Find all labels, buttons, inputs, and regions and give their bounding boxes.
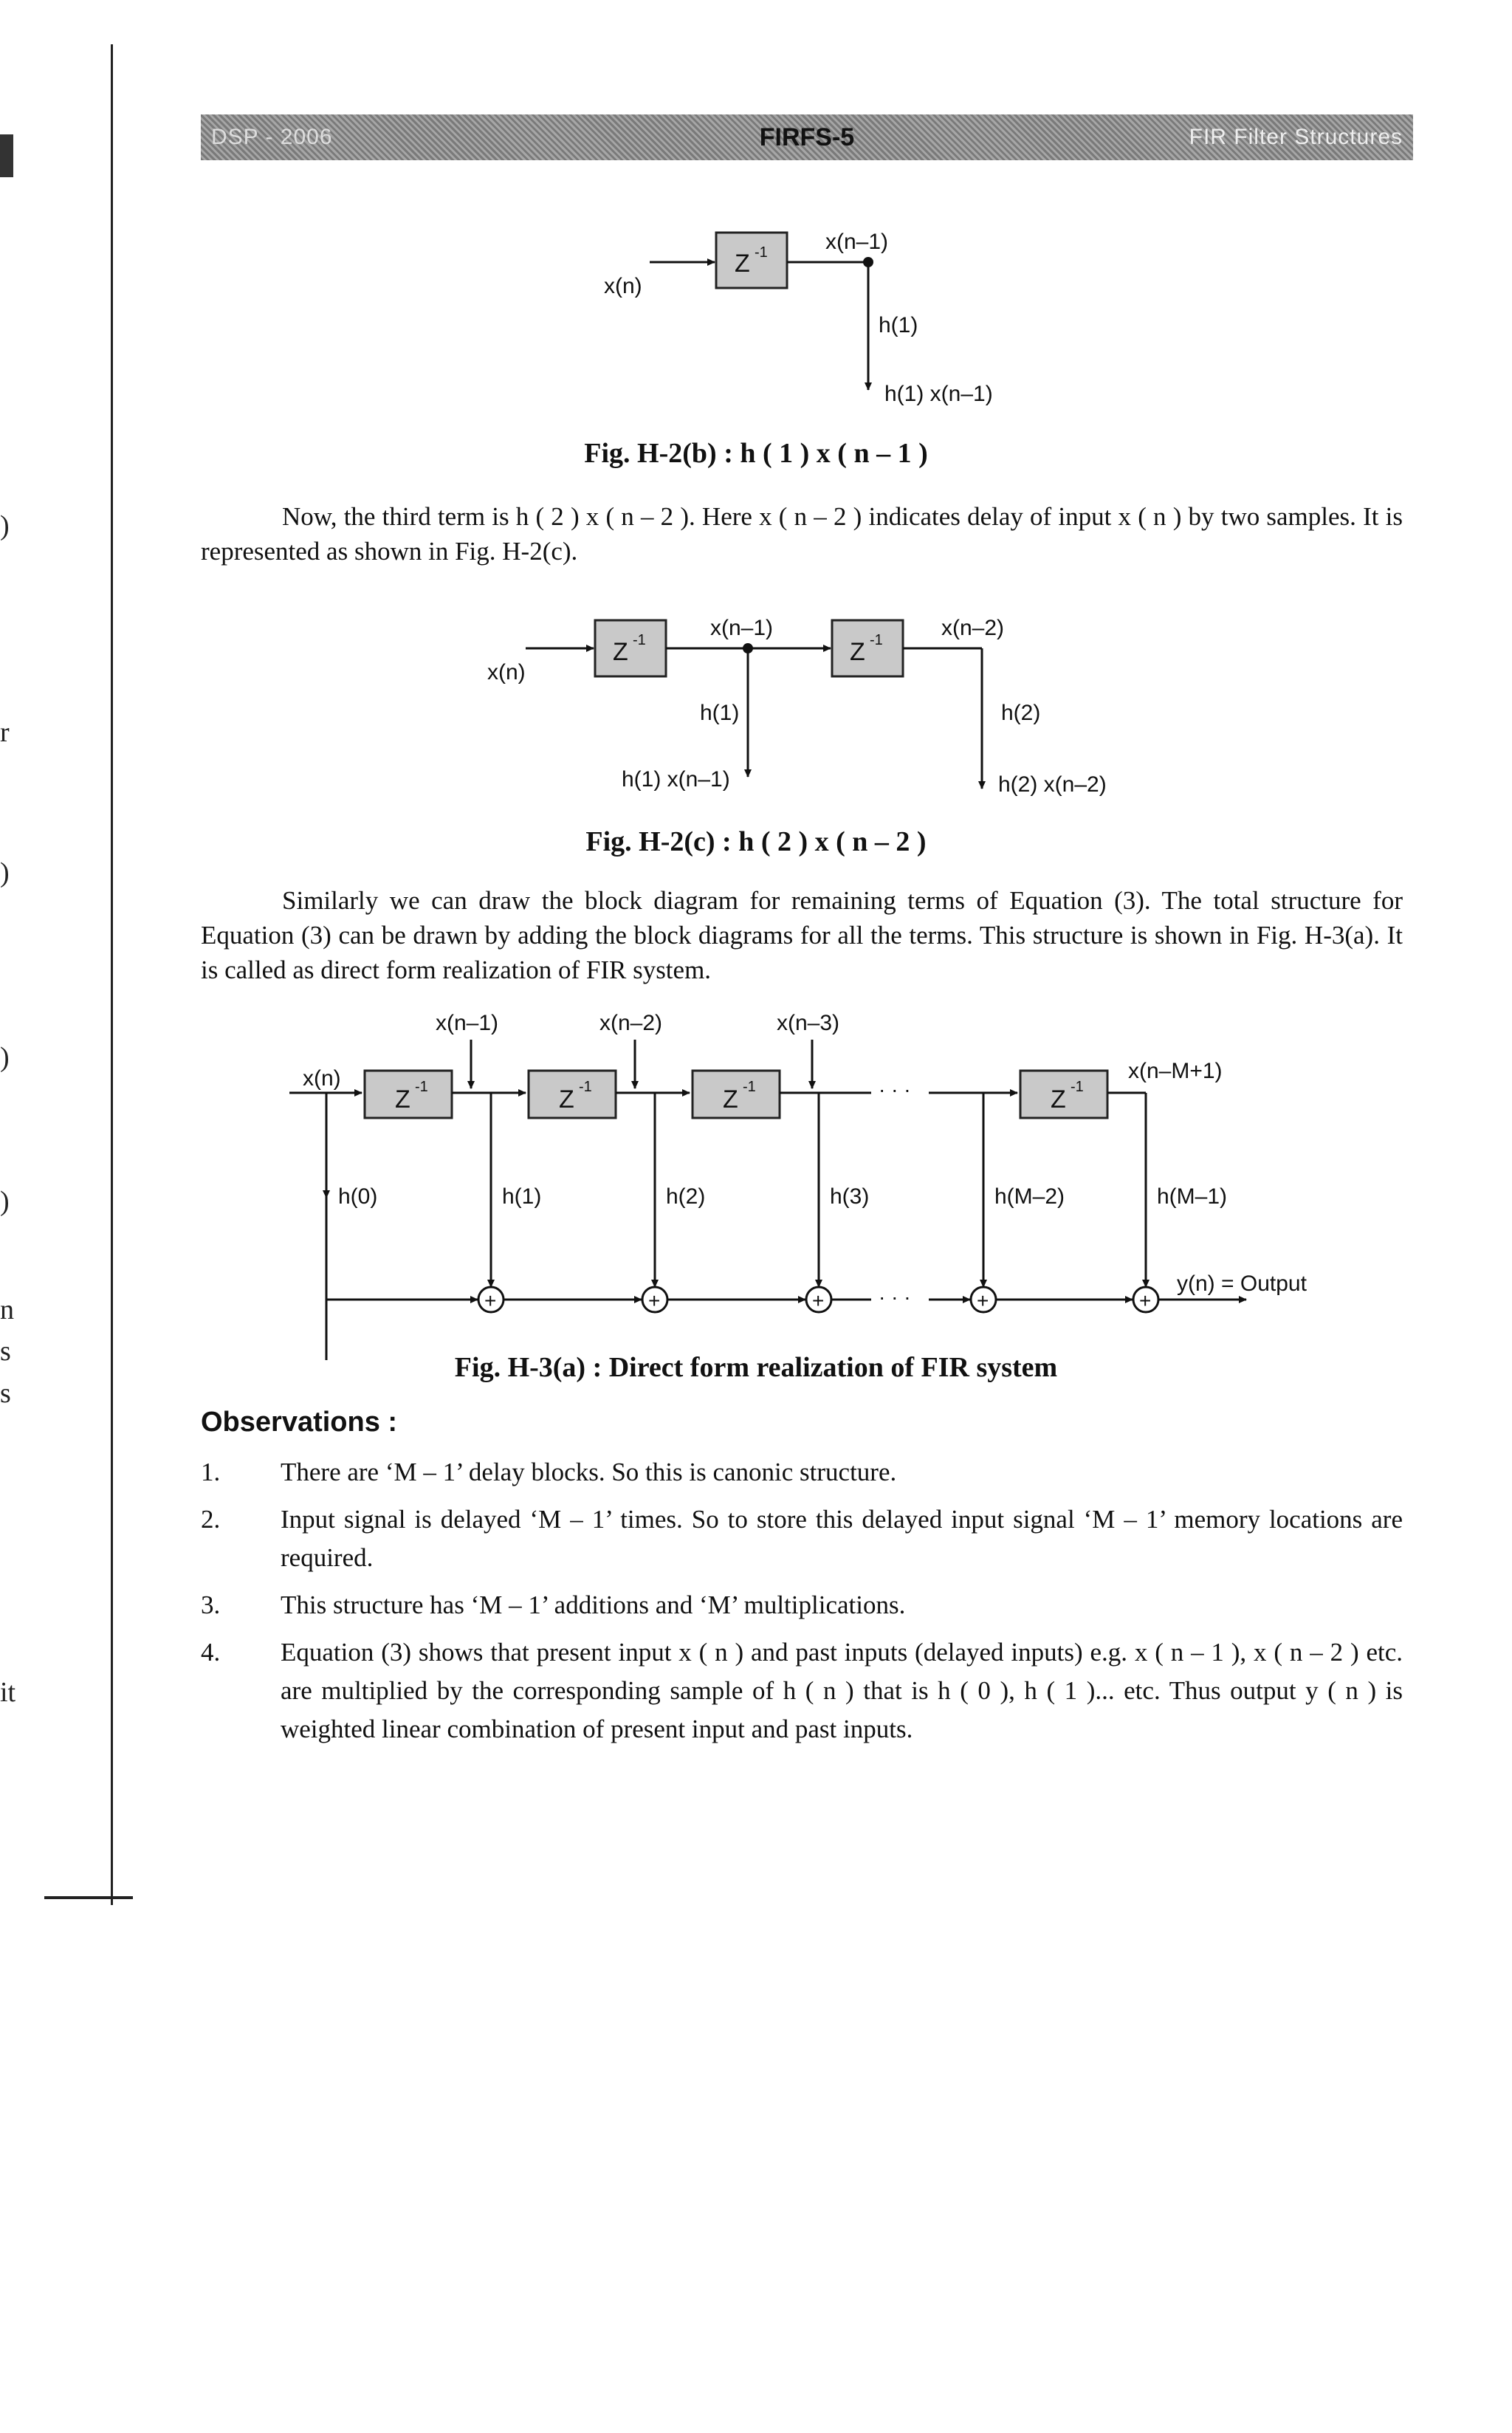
ellipsis-top: · · · xyxy=(879,1078,911,1101)
delay-exponent: -1 xyxy=(870,632,883,648)
fig-h3a-diagram xyxy=(0,1004,1512,1351)
coef-label: h(1) xyxy=(879,313,918,337)
input-label: x(n) xyxy=(487,660,526,684)
item-number: 1. xyxy=(201,1458,221,1486)
tap-label: x(n–3) xyxy=(777,1011,840,1035)
adder-sign: + xyxy=(812,1289,825,1312)
delay-exponent: -1 xyxy=(755,244,768,261)
delay-exponent: -1 xyxy=(1071,1079,1084,1095)
fig-h2c-caption: Fig. H-2(c) : h ( 2 ) x ( n – 2 ) xyxy=(585,826,927,857)
margin-mark: n xyxy=(0,1294,14,1325)
item-text: Equation (3) shows that present input x ( n ) and past inputs (delayed inputs) e.g. x ( n – 1 ), x ( n – 2 ) etc. are multiplied by the corresponding sample of h ( n ) that is h ( 0 ), h ( 1 )... etc. Thus output y ( n ) is weighted linear combination of present input and past inputs. xyxy=(281,1638,1403,1743)
tap-label: x(n–1) xyxy=(436,1011,499,1035)
body-paragraph: Similarly we can draw the block diagram for remaining terms of Equation (3). The total structure for Equation (3) can be drawn by adding the block diagrams for all the terms. This structure is shown in Fig. H-3(a). It is called as direct form realization of FIR system. xyxy=(201,886,1403,984)
coef-label: h(M–1) xyxy=(1157,1184,1228,1209)
delay-label: Z xyxy=(850,638,865,666)
fig-h2c-diagram xyxy=(0,598,1512,812)
coef-label: h(3) xyxy=(830,1184,870,1209)
page-number: FIRFS-5 xyxy=(759,123,855,151)
coef-label: h(M–2) xyxy=(994,1184,1065,1209)
fig-h2b-diagram xyxy=(0,214,1512,436)
delay-exponent: -1 xyxy=(743,1079,756,1095)
product2-label: h(2) x(n–2) xyxy=(998,772,1107,797)
product1-label: h(1) x(n–1) xyxy=(622,767,730,792)
edge-tab xyxy=(0,134,13,177)
margin-mark: r xyxy=(0,717,10,748)
delay-label: Z xyxy=(613,638,628,666)
input-label: x(n) xyxy=(303,1066,341,1091)
list-item xyxy=(201,1500,1403,1577)
tap-label: x(n–2) xyxy=(599,1011,663,1035)
delay-label: Z xyxy=(395,1085,410,1113)
margin-mark: ) xyxy=(0,1042,10,1073)
delay-exponent: -1 xyxy=(579,1079,592,1095)
adder-sign: + xyxy=(484,1289,497,1312)
adder-sign: + xyxy=(1139,1289,1152,1312)
delay-label: Z xyxy=(723,1085,738,1113)
coef1-label: h(1) xyxy=(700,701,740,725)
body-paragraph: Now, the third term is h ( 2 ) x ( n – 2 ). Here x ( n – 2 ) indicates delay of input x ( n ) by two samples. It is represented as shown in Fig. H-2(c). xyxy=(201,502,1403,566)
delay-exponent: -1 xyxy=(415,1079,428,1095)
margin-mark: it xyxy=(0,1677,16,1708)
observations-list xyxy=(201,1453,1403,1757)
coef2-label: h(2) xyxy=(1001,701,1041,725)
ellipsis-bottom: · · · xyxy=(879,1286,911,1308)
margin-mark: ) xyxy=(0,857,10,888)
header-left-text: DSP - 2006 xyxy=(211,125,333,149)
input-label: x(n) xyxy=(604,274,642,298)
item-number: 3. xyxy=(201,1590,221,1619)
output-label: y(n) = Output xyxy=(1177,1272,1307,1296)
fig-h2b-caption: Fig. H-2(b) : h ( 1 ) x ( n – 1 ) xyxy=(584,438,928,469)
item-text: There are ‘M – 1’ delay blocks. So this is canonic structure. xyxy=(281,1458,897,1486)
list-item xyxy=(201,1586,1403,1624)
delay-block xyxy=(716,233,787,288)
adder-sign: + xyxy=(977,1289,989,1312)
product-label: h(1) x(n–1) xyxy=(884,382,993,406)
node-label: x(n–1) xyxy=(825,230,889,254)
list-item xyxy=(201,1633,1403,1749)
coef-label: h(0) xyxy=(338,1184,378,1209)
header-chapter-title: FIR Filter Structures xyxy=(1189,125,1403,149)
binding-edge-foot xyxy=(44,1896,133,1899)
coef-label: h(1) xyxy=(502,1184,542,1209)
fig-h3a-caption: Fig. H-3(a) : Direct form realization of FIR system xyxy=(454,1352,1058,1383)
last-tap-label: x(n–M+1) xyxy=(1128,1059,1223,1083)
delay-label: Z xyxy=(735,250,750,278)
item-text: This structure has ‘M – 1’ additions and ‘M’ multiplications. xyxy=(281,1590,906,1619)
margin-mark: ) xyxy=(0,1186,10,1217)
margin-mark: s xyxy=(0,1336,11,1367)
delay-exponent: -1 xyxy=(633,632,646,648)
node2-label: x(n–2) xyxy=(941,616,1005,640)
observations-heading: Observations : xyxy=(201,1407,398,1438)
margin-mark: s xyxy=(0,1378,11,1409)
delay-label: Z xyxy=(1051,1085,1066,1113)
item-number: 2. xyxy=(201,1505,221,1534)
item-number: 4. xyxy=(201,1638,221,1667)
adder-sign: + xyxy=(648,1289,661,1312)
delay-label: Z xyxy=(559,1085,574,1113)
delay-block-2 xyxy=(832,620,903,676)
delay-block-1 xyxy=(595,620,666,676)
coef-label: h(2) xyxy=(666,1184,706,1209)
margin-mark: ) xyxy=(0,510,10,541)
list-item xyxy=(201,1453,1403,1492)
node1-label: x(n–1) xyxy=(710,616,774,640)
item-text: Input signal is delayed ‘M – 1’ times. So to store this delayed input signal ‘M – 1’ memory locations are required. xyxy=(281,1505,1403,1572)
running-header xyxy=(201,114,1413,160)
